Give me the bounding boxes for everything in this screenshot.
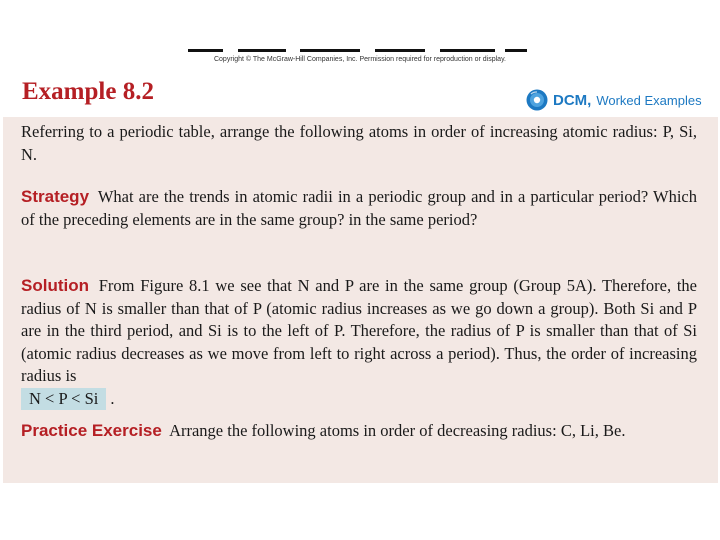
scribble-mark (188, 49, 223, 52)
scribble-mark (238, 49, 286, 52)
dcm-badge[interactable] (526, 87, 702, 113)
cd-disc-icon (526, 89, 548, 111)
practice-text: Arrange the following atoms in order of decreasing radius: C, Li, Be. (169, 421, 626, 440)
answer-highlight: N < P < Si (21, 388, 106, 410)
example-title: Example 8.2 (22, 78, 154, 105)
scribble-mark (505, 49, 527, 52)
dcm-label: DCM, (553, 91, 592, 109)
scribble-mark (375, 49, 425, 52)
solution-text: From Figure 8.1 we see that N and P are in the same group (Group 5A). Therefore, the radius of N is smaller than that of P (atomic radius increases as we go down a group). Both Si and P are in the third period, and Si is to the left of P. Therefore, the radius of P is smaller than that of Si (atomic radius decreases as we move from left to right across a period). Thus, the order of increasing radius is (21, 276, 697, 385)
strategy-paragraph (21, 186, 697, 231)
strategy-heading: Strategy (21, 187, 90, 206)
practice-heading: Practice Exercise (21, 421, 162, 440)
scribble-mark (300, 49, 360, 52)
scribble-mark (440, 49, 495, 52)
solution-paragraph (21, 275, 697, 410)
answer-period: . (110, 388, 115, 408)
strategy-text: What are the trends in atomic radii in a periodic group and in a particular period? Which of the preceding elements are in the same group? in the same period? (21, 187, 697, 229)
copyright-notice: Copyright © The McGraw-Hill Companies, Inc. Permission required for reproduction or display. (213, 56, 506, 63)
practice-paragraph (21, 420, 697, 443)
question-text: Referring to a periodic table, arrange the following atoms in order of increasing atomic radius: P, Si, N. (21, 122, 697, 164)
question-paragraph (21, 121, 697, 166)
solution-heading: Solution (21, 276, 89, 295)
worked-examples-label: Worked Examples (596, 92, 702, 108)
